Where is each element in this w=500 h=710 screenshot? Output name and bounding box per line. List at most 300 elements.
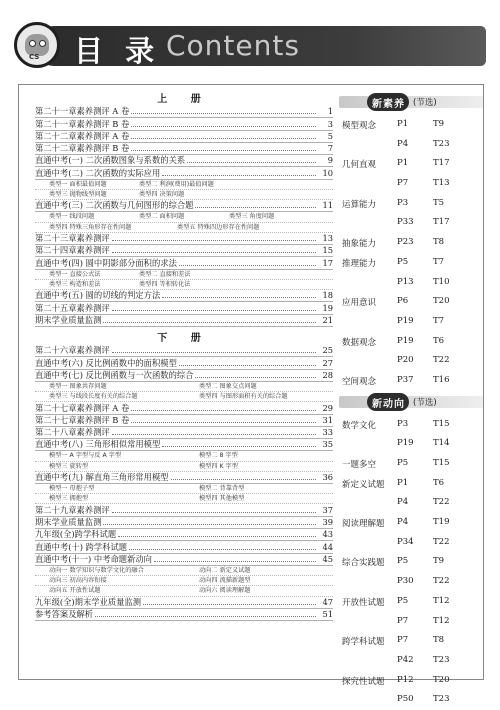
feature-refs [397, 194, 483, 233]
toc-page-number: 1 [327, 106, 333, 117]
leader-dots [187, 162, 316, 163]
section-title: 上 册 [157, 94, 211, 105]
toc-entry [35, 290, 333, 302]
toc-page-number: 51 [322, 609, 333, 620]
toc-subentry-line [35, 494, 333, 504]
toc-subentry: 模型四 K 字型 [199, 462, 238, 470]
ref-question: T23 [433, 694, 450, 705]
toc-subentry-line [35, 212, 333, 222]
toc-subentry-line [35, 392, 333, 402]
feature-ref [397, 292, 483, 312]
leader-dots [171, 479, 316, 480]
feature-category-name: 运算能力 [342, 199, 377, 210]
feature-refs [397, 332, 483, 371]
toc-page-number: 29 [322, 402, 333, 413]
ref-page: P20 [397, 355, 414, 366]
leader-dots [131, 422, 316, 423]
toc-subentry: 模型一 母抱子型 [49, 485, 95, 493]
toc-entry-title: 第二十九章素养测评 [35, 504, 110, 515]
ref-question: T9 [433, 556, 445, 567]
toc-entry [35, 143, 333, 155]
ref-question: T23 [433, 138, 450, 149]
feature-header [339, 393, 483, 411]
toc-entry [35, 402, 333, 414]
toc-page-number: 19 [322, 302, 333, 313]
ref-page: P5 [397, 256, 409, 267]
feature-refs [397, 115, 483, 154]
feature-ref [397, 371, 483, 391]
toc-entry [35, 257, 333, 269]
ref-page: P7 [397, 178, 409, 189]
feature-category-name: 推理能力 [342, 258, 377, 269]
toc-subentry: 类型一 线段问题 [49, 213, 95, 221]
toc-entry-title: 第二十二章素养测评 B 卷 [35, 143, 130, 154]
feature-ref [397, 135, 483, 155]
toc-entry-title: 直通中考(七) 反比例函数与一次函数的综合 [35, 369, 194, 380]
feature-ref [397, 474, 483, 494]
ref-page: P5 [397, 556, 409, 567]
feature-refs [397, 592, 483, 631]
toc-entry [35, 131, 333, 143]
leader-dots [131, 113, 316, 114]
toc-entry [35, 357, 333, 369]
feature-ref [397, 533, 483, 553]
feature-category-name: 模型观念 [342, 121, 377, 131]
feature-category-name: 数据观念 [342, 337, 377, 348]
feature-category-name: 阅读理解题 [342, 519, 385, 530]
ref-question: T10 [433, 276, 450, 287]
toc-entry-title: 第二十七章素养测评 A 卷 [35, 402, 130, 413]
feature-header-title: 新动向 [372, 398, 405, 410]
ref-question: T22 [433, 576, 450, 587]
feature-ref [397, 351, 483, 371]
ref-question: T20 [433, 674, 450, 685]
feature-category [339, 233, 483, 253]
feature-header-bar [339, 96, 483, 108]
feature-header-note: (节选) [413, 397, 437, 408]
ref-page: P42 [397, 654, 414, 665]
leader-dots [112, 240, 316, 241]
toc-subentry: 动向二 新定义试题 [199, 566, 251, 574]
leader-dots [131, 126, 316, 127]
feature-category [339, 454, 483, 474]
toc-subentry-line [35, 484, 333, 494]
leader-dots [131, 410, 316, 411]
feature-category-name: 一题多空 [342, 460, 377, 470]
toc-page-number: 11 [322, 200, 333, 211]
feature-ref [397, 592, 483, 612]
feature-category [339, 631, 483, 670]
toc-subentry: 类型三 角度问题 [229, 213, 275, 221]
feature-refs [397, 513, 483, 552]
ref-page: P7 [397, 635, 409, 646]
ref-page: P1 [397, 119, 409, 129]
feature-ref [397, 253, 483, 273]
ref-page: P34 [397, 536, 414, 547]
toc-subentry-line [35, 280, 333, 290]
toc-subentry-line [35, 566, 333, 576]
toc-entry [35, 597, 333, 609]
ref-question: T20 [433, 296, 450, 307]
mascot-eye-icon [29, 40, 36, 47]
toc-subentry-line [35, 180, 333, 190]
toc-subentry: 类型四 与图形面积有关的综合题 [199, 393, 288, 401]
feature-ref [397, 115, 483, 135]
ref-question: T14 [433, 438, 450, 449]
toc-entry [35, 302, 333, 314]
toc-entry-title: 直通中考(八) 三角形相似常用模型 [35, 439, 161, 450]
contents-frame [18, 84, 484, 705]
feature-category-name: 几何直观 [342, 160, 377, 171]
ref-question: T13 [433, 178, 450, 189]
page-title-en: Contents [166, 29, 300, 62]
feature-category [339, 552, 483, 591]
toc-subentry: 模型二 背靠背型 [199, 485, 245, 493]
leader-dots [162, 446, 316, 447]
toc-subentry: 类型三 构造和差法 [49, 280, 101, 288]
ref-question: T8 [433, 635, 445, 646]
toc-page-number: 36 [322, 472, 333, 483]
feature-refs [397, 253, 483, 292]
feature-header-bar [339, 396, 483, 408]
toc-subentry-line [35, 270, 333, 280]
toc-page-number: 35 [322, 439, 333, 450]
feature-ref [397, 552, 483, 572]
toc-page-number: 18 [322, 290, 333, 301]
ref-page: P19 [397, 315, 414, 326]
feature-category-name: 开放性试题 [342, 597, 385, 608]
feature-category [339, 332, 483, 371]
leader-dots [179, 265, 316, 266]
feature-category-name: 抽象能力 [342, 239, 377, 250]
toc-subentry: 动向一 数学知识与数学文化的融合 [49, 566, 144, 574]
toc-page-number: 47 [322, 596, 333, 607]
toc-entry-title: 第二十三章素养测评 [35, 233, 110, 244]
feature-ref [397, 690, 483, 710]
toc-entry [35, 155, 333, 167]
ref-page: P33 [397, 217, 414, 228]
feature-ref [397, 612, 483, 632]
leader-dots [195, 207, 316, 208]
header [14, 22, 486, 68]
toc-subentry: 类型二 利润(费用)最值问题 [139, 180, 214, 188]
toc-subentry-line [35, 586, 333, 596]
toc-page-number: 31 [322, 414, 333, 425]
feature-category-name: 空间观念 [342, 376, 377, 387]
ref-question: T6 [433, 335, 445, 346]
ref-question: T9 [433, 119, 445, 129]
ref-question: T6 [433, 477, 445, 488]
toc-subentry: 类型一 直接公式法 [49, 270, 101, 278]
leader-dots [118, 536, 316, 537]
feature-category [339, 253, 483, 292]
toc-entry [35, 541, 333, 553]
feature-ref [397, 233, 483, 253]
toc-page-number: 17 [322, 257, 333, 268]
toc-entry-title: 直通中考(三) 二次函数与几何图形的综合题 [35, 200, 194, 211]
feature-refs [397, 371, 483, 391]
page-title: 目 录 [74, 34, 161, 68]
toc-subentry: 模型二 8 字型 [199, 452, 238, 460]
feature-category [339, 592, 483, 631]
feature-refs [397, 552, 483, 591]
toc-entry [35, 439, 333, 451]
ref-page: P7 [397, 615, 409, 626]
leader-dots [195, 377, 316, 378]
leader-dots [112, 512, 316, 513]
toc-subentry: 类型四 等积转化法 [139, 280, 191, 288]
feature-category-name: 跨学科试题 [342, 637, 385, 648]
toc-page-number: 3 [327, 118, 333, 129]
ref-page: P4 [397, 138, 409, 149]
feature-category-name: 应用意识 [342, 298, 377, 309]
ref-question: T12 [433, 615, 450, 626]
toc-entry-title: 九年级(全)期末学业质量监测 [35, 596, 142, 607]
toc-entry [35, 233, 333, 245]
feature-category [339, 474, 483, 513]
feature-category-name: 探究性试题 [342, 676, 385, 687]
feature-refs [397, 631, 483, 670]
ref-page: P13 [397, 276, 414, 287]
leader-dots [112, 434, 316, 435]
mascot-eye-icon [39, 40, 46, 47]
feature-ref [397, 454, 483, 474]
toc-subentry: 动向六 阅读理解题 [199, 587, 251, 595]
ref-page: P1 [397, 477, 409, 488]
toc-entry [35, 167, 333, 179]
ref-page: P4 [397, 517, 409, 528]
toc-entry [35, 472, 333, 484]
toc-entry-title: 直通中考(四) 圆中阴影部分面积的求法 [35, 257, 177, 268]
ref-question: T8 [433, 237, 445, 248]
toc-entry [35, 370, 333, 382]
toc-subentry-line [35, 190, 333, 200]
feature-ref [397, 631, 483, 651]
toc-subentry: 类型四 特殊三角形存在性问题 [49, 223, 132, 231]
feature-category [339, 154, 483, 193]
toc-entry [35, 106, 333, 118]
feature-refs [397, 454, 483, 474]
toc-entry-title: 直通中考(十) 跨学科试题 [35, 541, 128, 552]
feature-category [339, 371, 483, 391]
toc-subentry: 类型一 图象共存问题 [49, 382, 107, 390]
toc-entry-title: 直通中考(一) 二次函数图象与系数的关系 [35, 155, 186, 166]
toc-page-number: 21 [322, 314, 333, 325]
toc-page-number: 7 [327, 143, 333, 154]
toc-subentry: 类型一 面积最值问题 [49, 180, 107, 188]
toc-entry-title: 第二十六章素养测评 [35, 345, 110, 356]
feature-ref [397, 174, 483, 194]
feature-refs [397, 671, 483, 710]
ref-question: T22 [433, 536, 450, 547]
feature-category [339, 415, 483, 454]
feature-category [339, 513, 483, 552]
toc-subentry-line [35, 576, 333, 586]
toc-subentry: 类型三 与线段长度有关的综合题 [49, 393, 138, 401]
ref-question: T22 [433, 355, 450, 366]
feature-ref [397, 671, 483, 691]
feature-category [339, 194, 483, 233]
ref-question: T5 [433, 197, 445, 208]
toc-entry-title: 直通中考(六) 反比例函数中的面积模型 [35, 357, 177, 368]
leader-dots [112, 310, 316, 311]
feature-refs [397, 233, 483, 253]
toc-page-number: 37 [322, 504, 333, 515]
ref-page: P1 [397, 158, 409, 169]
feature-ref [397, 513, 483, 533]
toc-entry [35, 609, 333, 621]
toc-entry-title: 第二十五章素养测评 [35, 302, 110, 313]
toc-page-number: 5 [327, 130, 333, 141]
toc-subentry: 模型三 旋转型 [49, 462, 89, 470]
ref-page: P19 [397, 438, 414, 449]
toc-entry [35, 315, 333, 327]
toc-entry-title: 期末学业质量监测 [35, 314, 102, 325]
mascot-logo [14, 22, 60, 68]
toc-subentry: 类型五 特殊四边形存在性问题 [177, 223, 260, 231]
toc-entry [35, 345, 333, 357]
leader-dots [154, 561, 316, 562]
logo-tag: CS [29, 53, 40, 61]
toc-entry-title: 第二十一章素养测评 A 卷 [35, 106, 130, 117]
ref-page: P37 [397, 374, 414, 385]
toc-page-number: 10 [322, 167, 333, 178]
ref-question: T12 [433, 595, 450, 606]
toc-page-number: 44 [322, 541, 333, 552]
toc-subentry: 动向三 初高内容衔接 [49, 577, 107, 585]
toc-entry-title: 第二十八章素养测评 [35, 427, 110, 438]
toc-entry [35, 118, 333, 130]
ref-page: P19 [397, 335, 414, 346]
ref-question: T22 [433, 497, 450, 508]
toc-entry [35, 554, 333, 566]
ref-page: P12 [397, 674, 414, 685]
toc-entry-title: 期末学业质量监测 [35, 517, 102, 528]
feature-ref [397, 194, 483, 214]
toc-entry [35, 245, 333, 257]
leader-dots [112, 352, 316, 353]
toc-subentry: 类型二 图象交点问题 [199, 382, 257, 390]
ref-page: P50 [397, 694, 414, 705]
toc-entry [35, 427, 333, 439]
feature-ref [397, 213, 483, 233]
ref-question: T17 [433, 158, 450, 169]
ref-page: P3 [397, 197, 409, 208]
toc-subentry: 模型四 其他模型 [199, 495, 245, 503]
toc-entry-title: 第二十一章素养测评 B 卷 [35, 118, 130, 129]
leader-dots [129, 549, 316, 550]
toc-subentry-line [35, 451, 333, 461]
toc-page-number: 39 [322, 517, 333, 528]
toc-subentry: 类型二 直接和差法 [139, 270, 191, 278]
toc-subentry: 动向五 开放性试题 [49, 587, 101, 595]
toc-subentry-line [35, 223, 333, 233]
feature-category [339, 115, 483, 154]
ref-page: P23 [397, 237, 414, 248]
toc-page-number: 28 [322, 369, 333, 380]
toc-subentry-line [35, 382, 333, 392]
toc-page-number: 43 [322, 529, 333, 540]
toc-entry [35, 529, 333, 541]
ref-question: T15 [433, 418, 450, 429]
toc-list [35, 93, 333, 621]
feature-category-name: 综合实践题 [342, 558, 385, 569]
toc-subentry: 类型二 面积问题 [139, 213, 185, 221]
feature-category-name: 新定义试题 [342, 479, 385, 490]
feature-ref [397, 332, 483, 352]
leader-dots [103, 524, 316, 525]
feature-ref [397, 572, 483, 592]
leader-dots [112, 252, 316, 253]
leader-dots [162, 297, 316, 298]
feature-header-title: 新素养 [372, 99, 405, 110]
ref-page: P30 [397, 576, 414, 587]
feature-category-name: 数学文化 [342, 420, 377, 431]
feature-refs [397, 154, 483, 193]
ref-page: P3 [397, 418, 409, 429]
toc-subentry: 模型三 拥抱型 [49, 495, 89, 503]
ref-page: P4 [397, 497, 409, 508]
toc-page-number: 33 [322, 427, 333, 438]
feature-header [339, 93, 483, 111]
ref-question: T15 [433, 458, 450, 468]
feature-ref [397, 415, 483, 435]
toc-page-number: 25 [322, 345, 333, 356]
feature-ref [397, 434, 483, 454]
ref-question: T17 [433, 217, 450, 228]
ref-question: T19 [433, 517, 450, 528]
section-title: 下 册 [157, 332, 211, 344]
ref-page: P5 [397, 458, 409, 468]
toc-entry-title: 直通中考(五) 圆的切线的判定方法 [35, 290, 161, 301]
toc-entry-title: 直通中考(十一) 中考命题新动向 [35, 553, 152, 564]
toc-subentry-line [35, 462, 333, 472]
feature-header-note: (节选) [413, 98, 437, 108]
feature-category [339, 671, 483, 710]
leader-dots [103, 322, 316, 323]
feature-ref [397, 493, 483, 513]
feature-ref [397, 273, 483, 293]
feature-refs [397, 474, 483, 513]
toc-entry-title: 直通中考(二) 二次函数的实际应用 [35, 167, 161, 178]
toc-entry-title: 九年级(全)跨学科试题 [35, 529, 117, 540]
toc-entry [35, 504, 333, 516]
toc-entry-title: 第二十四章素养测评 [35, 245, 110, 256]
feature-index [339, 91, 483, 710]
leader-dots [131, 138, 316, 139]
toc-page-number: 15 [322, 245, 333, 256]
feature-refs [397, 415, 483, 454]
feature-refs [397, 292, 483, 331]
toc-subentry: 类型四 决策问题 [139, 190, 185, 198]
toc-page-number: 9 [327, 155, 333, 166]
toc-entry [35, 517, 333, 529]
toc-entry [35, 415, 333, 427]
toc-subentry: 模型一 A 字型与反 A 字型 [49, 452, 122, 460]
leader-dots [95, 616, 316, 617]
ref-question: T7 [433, 256, 445, 267]
toc-page-number: 27 [322, 357, 333, 368]
toc-entry-title: 直通中考(九) 解直角三角形常用模型 [35, 472, 169, 483]
ref-question: T7 [433, 315, 445, 326]
leader-dots [131, 150, 316, 151]
toc-entry-title: 第二十二章素养测评 A 卷 [35, 130, 130, 141]
ref-question: T16 [433, 374, 450, 385]
leader-dots [179, 365, 316, 366]
feature-ref [397, 312, 483, 332]
ref-question: T23 [433, 654, 450, 665]
ref-page: P5 [397, 595, 409, 606]
